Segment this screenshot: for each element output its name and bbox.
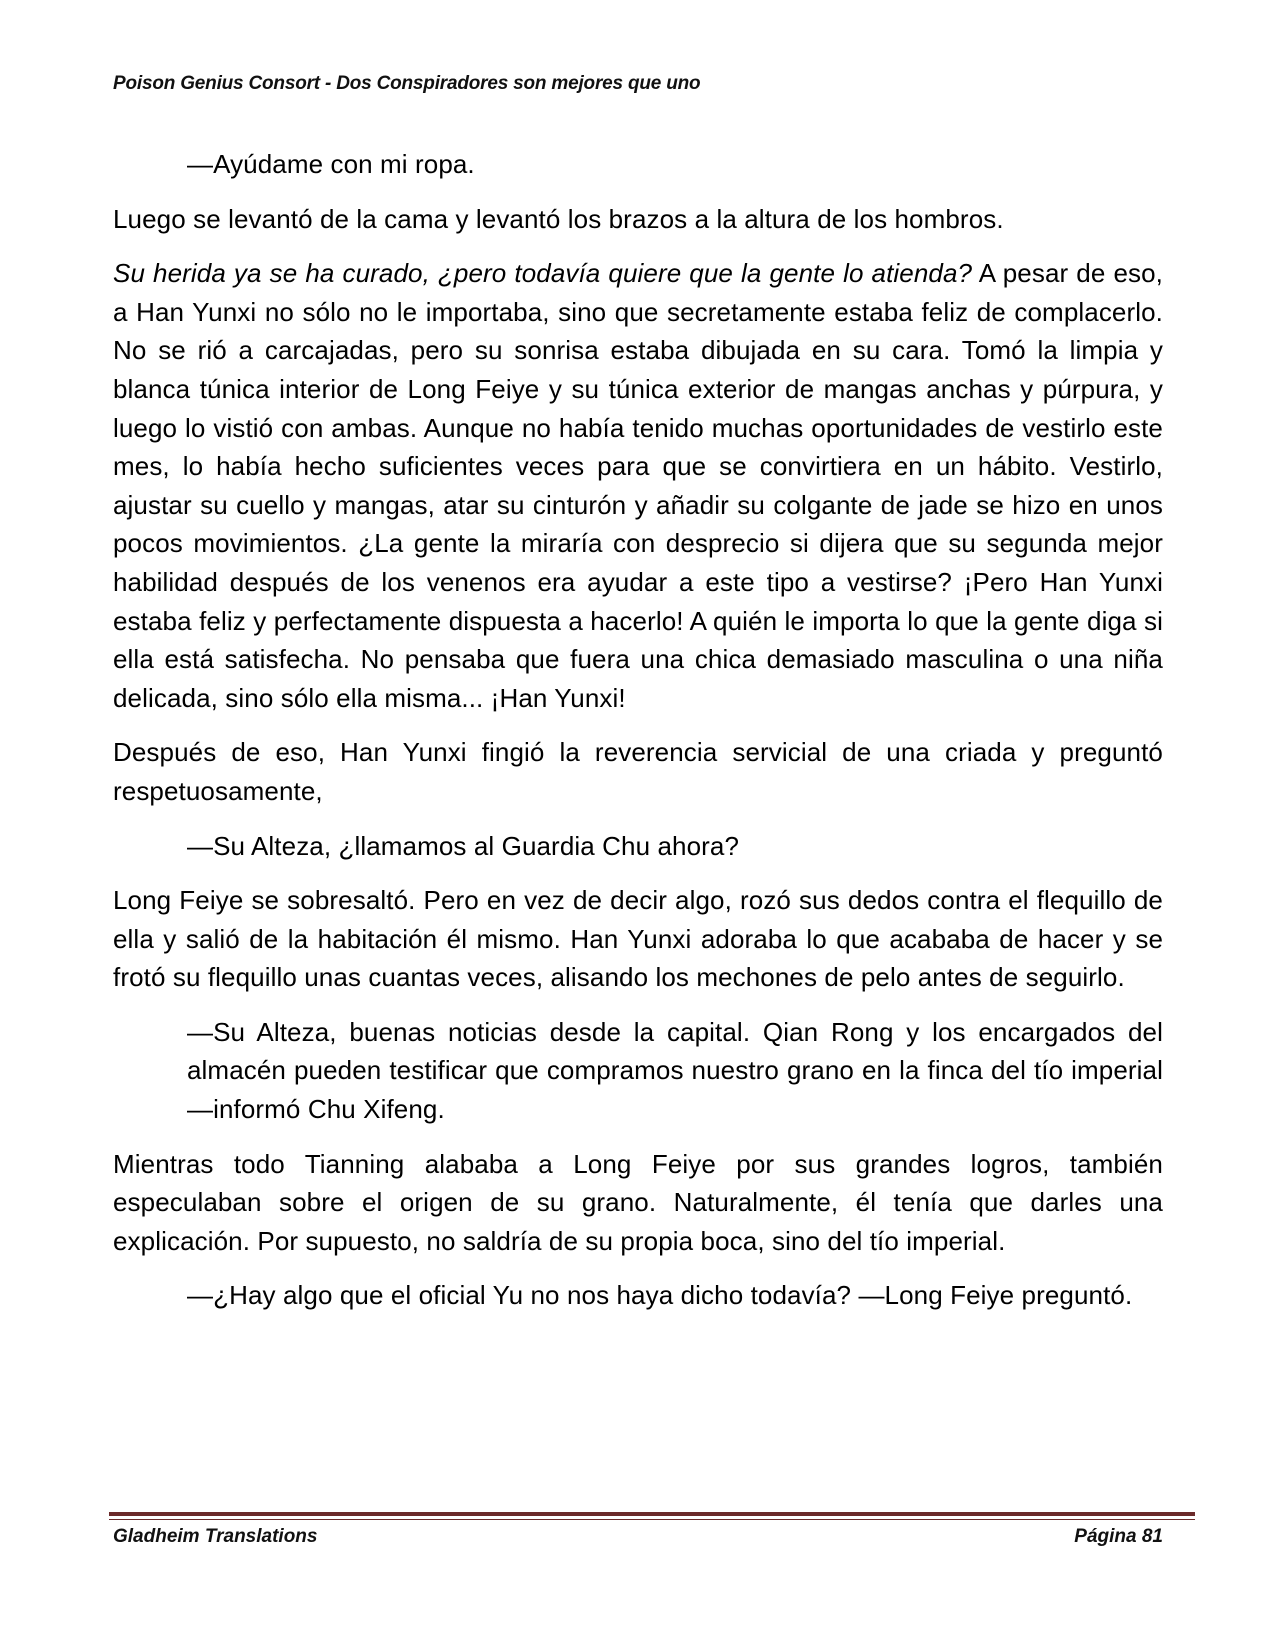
paragraph-narration-2: [113, 254, 1163, 717]
footer-page-number: Página 81: [1074, 1526, 1163, 1547]
paragraph-dialogue-1: —Ayúdame con mi ropa.: [187, 149, 475, 179]
document-body: [113, 145, 1163, 1331]
paragraph-narration-5: Mientras todo Tianning alababa a Long Feiye por sus grandes logros, también especulaban sobre el origen de su grano. Naturalmente, él tenía que darles una explicación. Por supuesto, no saldría de su propia boca, sino del tío imperial.: [113, 1148, 1163, 1256]
paragraph-dialogue-2: —Su Alteza, ¿llamamos al Guardia Chu ahora?: [187, 830, 740, 861]
paragraph-narration-4: Long Feiye se sobresaltó. Pero en vez de decir algo, rozó sus dedos contra el flequillo de ella y salió de la habitación él mismo. Han Yunxi adoraba lo que acababa de hacer y se frotó su flequillo unas cuantas veces, alisando los mechones de pelo antes de seguirlo.: [113, 885, 1163, 993]
footer-publisher: Gladheim Translations: [113, 1526, 318, 1547]
footer-divider-thin: [109, 1519, 1195, 1520]
paragraph-narration-2-body: A pesar de eso, a Han Yunxi no sólo no le importaba, sino que secretamente estaba feliz de complacerlo. No se rió a carcajadas, pero su sonrisa estaba dibujada en su cara. Tomó la limpia y blanca túnica interior de Long Feiye y su túnica exterior de mangas anchas y púrpura, y luego lo vistió con ambas. Aunque no había tenido muchas oportunidades de vestirlo este mes, lo había hecho suficientes veces para que se convirtiera en un hábito. Vestirlo, ajustar su cuello y mangas, atar su cinturón y añadir su colgante de jade se hizo en unos pocos movimientos. ¿La gente la miraría con desprecio si dijera que su segunda mejor habilidad después de los venenos era ayudar a este tipo a vestirse? ¡Pero Han Yunxi estaba feliz y perfectamente dispuesta a hacerlo! A quién le importa lo que la gente diga si ella está satisfecha. No pensaba que fuera una chica demasiado masculina o una niña delicada, sino sólo ella misma... ¡Han Yunxi!: [113, 258, 1163, 713]
paragraph-narration-1: Luego se levantó de la cama y levantó los brazos a la altura de los hombros.: [113, 203, 1004, 234]
paragraph-narration-3: Después de eso, Han Yunxi fingió la reverencia servicial de una criada y preguntó respetuosamente,: [113, 737, 1163, 806]
footer-divider-thick: [109, 1512, 1195, 1516]
page-header-title: Poison Genius Consort - Dos Conspiradores son mejores que uno: [113, 73, 701, 94]
italic-thought: Su herida ya se ha curado, ¿pero todavía quiere que la gente lo atienda?: [113, 258, 973, 289]
paragraph-dialogue-4: —¿Hay algo que el oficial Yu no nos haya dicho todavía? —Long Feiye preguntó.: [187, 1280, 1133, 1311]
paragraph-dialogue-3: —Su Alteza, buenas noticias desde la capital. Qian Rong y los encargados del almacén pueden testificar que compramos nuestro grano en la finca del tío imperial —informó Chu Xifeng.: [187, 1016, 1163, 1125]
